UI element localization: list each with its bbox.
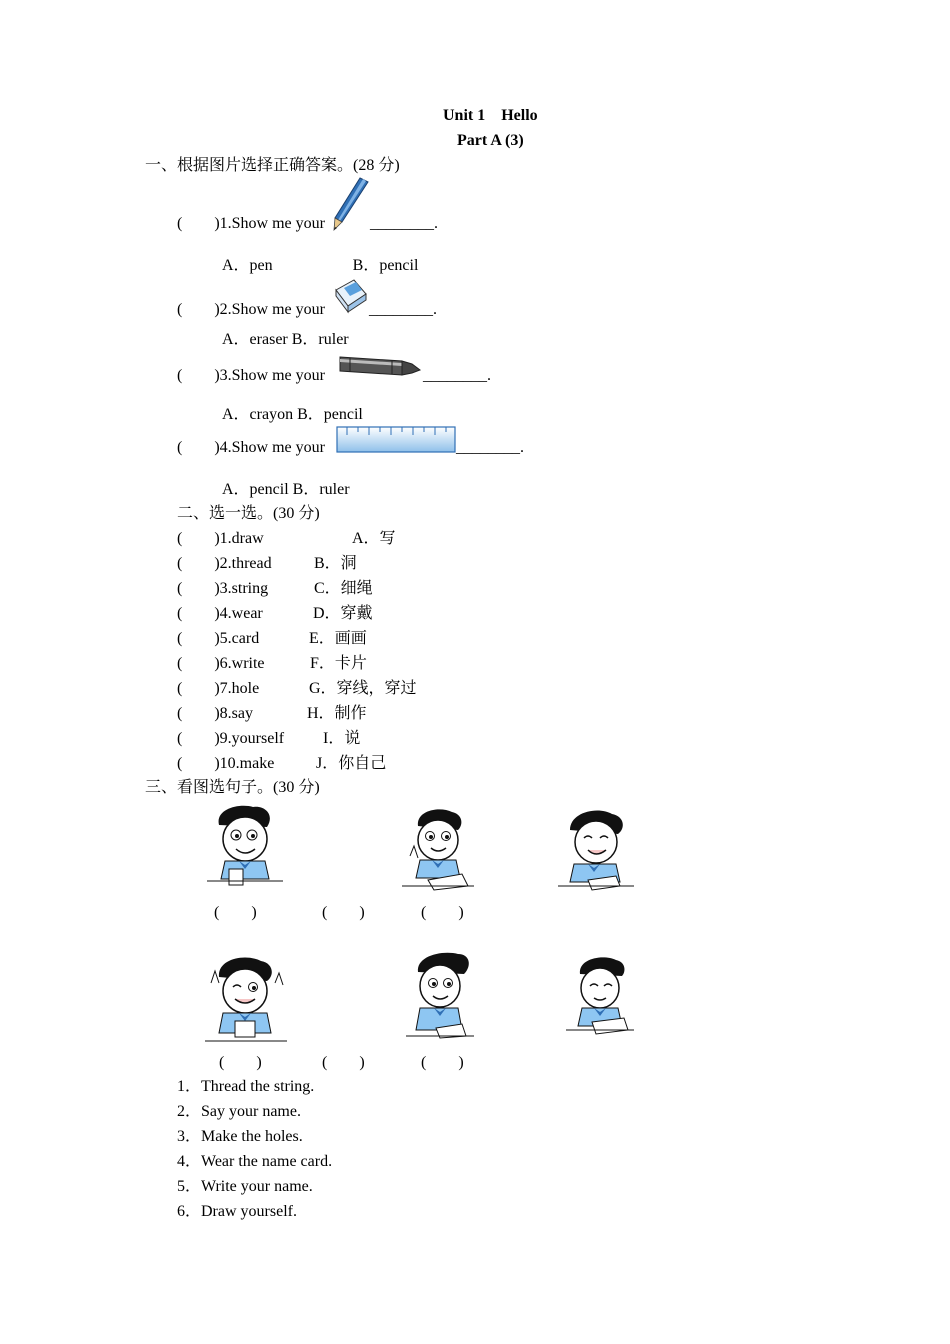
answer-paren[interactable]: ( ) (421, 1054, 464, 1071)
page-title: Unit 1 Hello (443, 107, 538, 124)
match-item-right: B．洞 (314, 555, 357, 572)
match-item-right: J．你自己 (316, 755, 387, 772)
match-item-right: G．穿线，穿过 (309, 680, 417, 697)
match-item-left: ( )9.yourself (177, 730, 285, 747)
match-item-left: ( )1.draw (177, 530, 264, 547)
match-item-right: F．卡片 (310, 655, 367, 672)
match-item-right: I．说 (323, 730, 361, 747)
question-2-blank: ________. (369, 301, 437, 318)
answer-paren[interactable]: ( ) (322, 904, 365, 921)
question-1-options: A．pen B．pencil (222, 257, 419, 274)
pen-icon (330, 176, 372, 232)
boy-illustration (558, 806, 634, 892)
question-4-options: A．pencil B．ruler (222, 481, 350, 498)
sentence-option: 1．Thread the string. (177, 1078, 315, 1095)
question-2-stem: ( )2.Show me your (177, 301, 325, 318)
boy-illustration (205, 803, 285, 889)
section1-heading: 一、根据图片选择正确答案。(28 分) (145, 157, 400, 174)
match-item-left: ( )8.say (177, 705, 253, 722)
match-item-left: ( )7.hole (177, 680, 260, 697)
eraser-icon (332, 276, 370, 314)
section2-heading: 二、选一选。(30 分) (177, 505, 320, 522)
match-item-left: ( )2.thread (177, 555, 272, 572)
boy-illustration (402, 806, 474, 892)
match-item-right: C．细绳 (314, 580, 373, 597)
question-4-stem: ( )4.Show me your (177, 439, 325, 456)
sentence-option: 6．Draw yourself. (177, 1203, 297, 1220)
match-item-right: D．穿戴 (313, 605, 373, 622)
boy-illustration (406, 950, 474, 1044)
section3-heading: 三、看图选句子。(30 分) (145, 779, 320, 796)
boy-illustration (566, 952, 634, 1044)
question-2-options: A．eraser B．ruler (222, 331, 349, 348)
answer-paren[interactable]: ( ) (322, 1054, 365, 1071)
page-subtitle: Part A (3) (457, 132, 524, 149)
sentence-option: 5．Write your name. (177, 1178, 313, 1195)
match-item-right: E．画画 (309, 630, 367, 647)
boy-illustration (205, 953, 287, 1045)
answer-paren[interactable]: ( ) (214, 904, 257, 921)
question-4-blank: ________. (456, 439, 524, 456)
question-1-stem: ( )1.Show me your (177, 215, 325, 232)
match-item-left: ( )4.wear (177, 605, 263, 622)
answer-paren[interactable]: ( ) (421, 904, 464, 921)
answer-paren[interactable]: ( ) (219, 1054, 262, 1071)
sentence-option: 4．Wear the name card. (177, 1153, 333, 1170)
match-item-left: ( )5.card (177, 630, 260, 647)
question-3-options: A．crayon B．pencil (222, 406, 363, 423)
match-item-right: H．制作 (307, 705, 367, 722)
question-3-stem: ( )3.Show me your (177, 367, 325, 384)
question-3-blank: ________. (423, 367, 491, 384)
sentence-option: 3．Make the holes. (177, 1128, 303, 1145)
match-item-left: ( )3.string (177, 580, 269, 597)
match-item-left: ( )10.make (177, 755, 275, 772)
match-item-left: ( )6.write (177, 655, 265, 672)
crayon-icon (336, 351, 422, 381)
sentence-option: 2．Say your name. (177, 1103, 301, 1120)
ruler-icon (336, 426, 457, 454)
question-1-blank: ________. (370, 215, 438, 232)
match-item-right: A．写 (352, 530, 396, 547)
